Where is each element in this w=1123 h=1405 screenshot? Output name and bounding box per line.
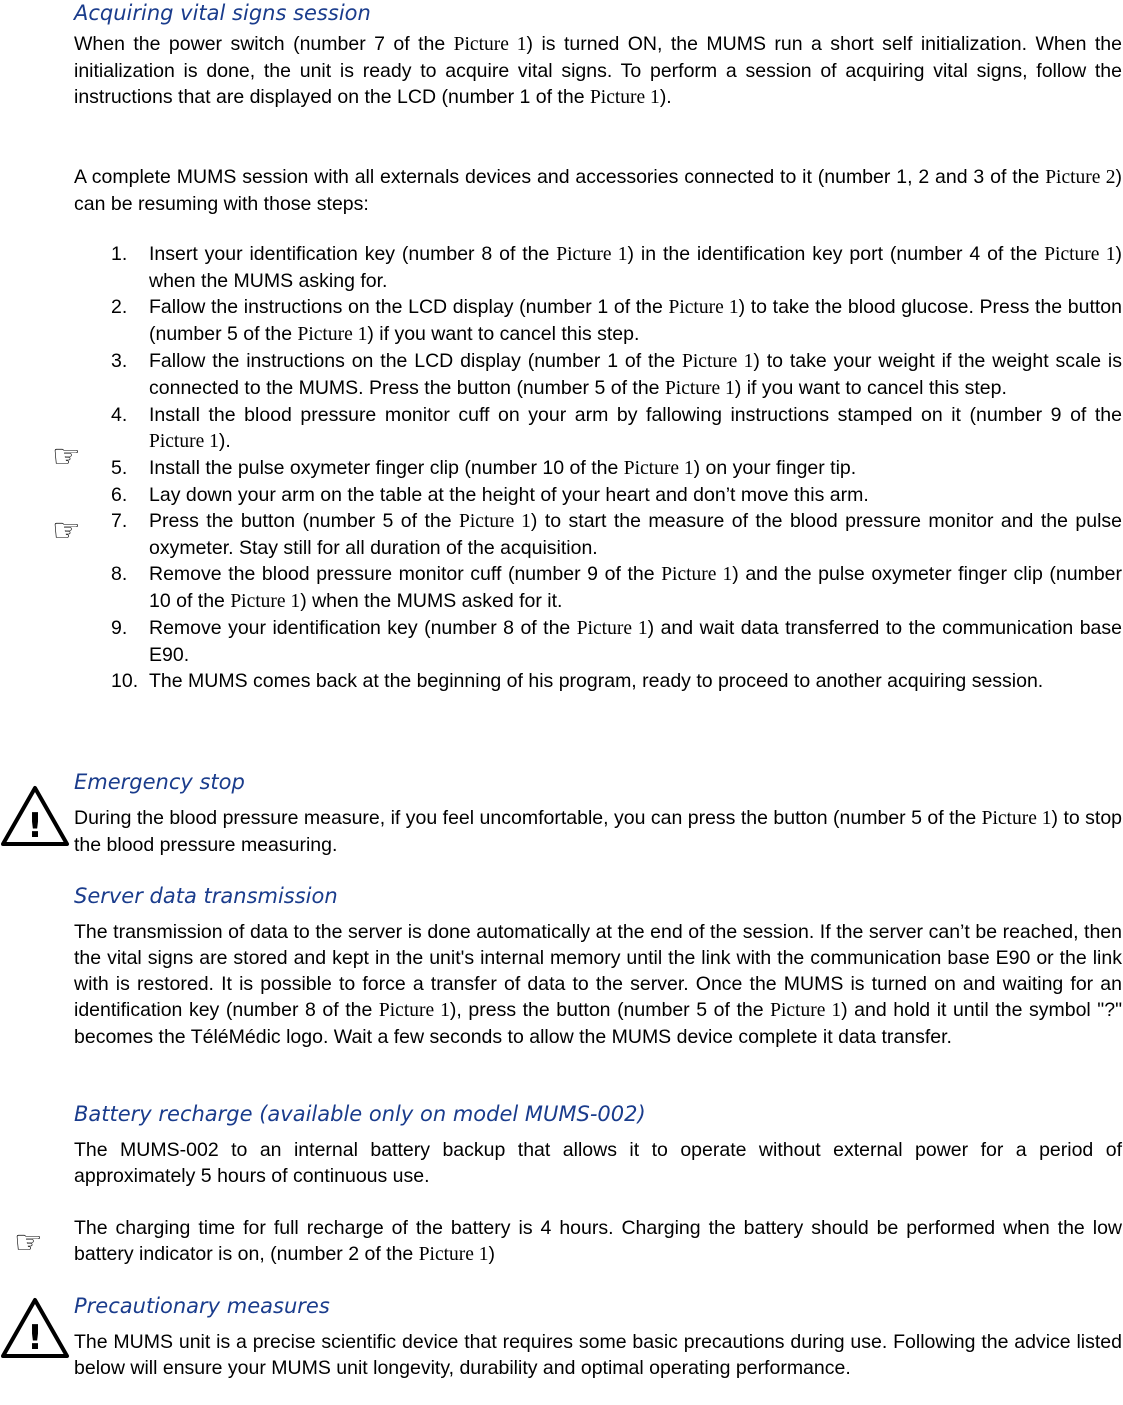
emergency-paragraph [74,805,1122,858]
picture-reference: Picture 1 [589,87,660,108]
step-number: 8. [111,563,128,585]
text-run: ) if you want to cancel this step. [367,323,640,345]
pointing-hand-icon: ☞ [52,437,81,475]
step-number: 9. [111,617,128,639]
heading-server: Server data transmission [74,884,338,908]
text-run: ) when the MUMS asking for. [149,243,1122,292]
text-run: Lay down your arm on the table at the height of your heart and don’t move this arm. [149,484,869,506]
step-number: 3. [111,350,128,372]
text-run: The transmission of data to the server is done automatically at the end of the session. If the server can’t be reached, then the vital signs are stored and kept in the unit's internal memory until the link with the communication base E90 or the link with is restored. It is possible to force a transfer of data to the server. Once the MUMS is turned on and waiting for an identification key (number 8 of the [74,921,1122,1021]
text-run: ) to stop the blood pressure measuring. [74,807,1123,856]
text-run: Fallow the instructions on the LCD display (number 1 of the [149,296,669,318]
picture-reference: Picture 1 [297,324,368,345]
text-run: ) and hold it until the symbol "?" becomes the TéléMédic logo. Wait a few seconds to allow the MUMS device complete it data transfer. [74,999,1122,1048]
text-run: ) to start the measure of the blood pressure monitor and the pulse oxymeter. Stay still for all duration of the acquisition. [149,510,1122,559]
picture-reference: Picture 1 [664,378,735,399]
picture-reference: Picture 1 [453,34,527,55]
picture-reference: Picture 1 [623,458,694,479]
step-item [74,668,1122,694]
acquiring-paragraph-1 [74,31,1122,111]
picture-reference: Picture 1 [459,511,531,532]
picture-reference: Picture 1 [556,244,628,265]
pointing-hand-icon: ☞ [14,1223,43,1261]
text-run: When the power switch (number 7 of the [74,33,454,55]
heading-emergency: Emergency stop [74,770,245,794]
text-run: ) is turned ON, the MUMS run a short self initialization. When the initialization is done, the unit is ready to acquire vital signs. To perform a session of acquiring vital signs, follow the instructions that are displayed on the LCD (number 1 of the [74,33,1122,108]
text-run: A complete MUMS session with all externals devices and accessories connected to it (number 1, 2 and 3 of the [74,166,1046,188]
precaution-paragraph [74,1329,1122,1381]
text-run: The MUMS-002 to an internal battery backup that allows it to operate without external power for a period of approximately 5 hours of continuous use. [74,1139,1122,1187]
text-run: ). [659,86,672,108]
text-run: Fallow the instructions on the LCD display (number 1 of the [149,350,683,372]
svg-text:!: ! [27,1318,43,1358]
picture-reference: Picture 1 [661,564,733,585]
step-number: 5. [111,457,128,479]
picture-reference: Picture 1 [682,351,754,372]
step-number: 10. [111,670,139,692]
step-item [74,615,1122,668]
text-run: Install the pulse oxymeter finger clip (number 10 of the [149,457,624,479]
heading-battery: Battery recharge (available only on model MUMS-002) [74,1102,646,1126]
picture-reference: Picture 1 [378,1000,450,1021]
text-run: The MUMS unit is a precise scientific device that requires some basic precautions during use. Following the advice listed below will ensure your MUMS unit longevity, durability and optimal operating performance. [74,1331,1122,1379]
picture-reference: Picture 1 [1044,244,1116,265]
step-item [74,348,1122,402]
picture-reference: Picture 1 [668,297,739,318]
text-run: ). [218,430,231,452]
text-run: ), press the button (number 5 of the [449,999,771,1021]
step-number: 2. [111,296,128,318]
text-run: Remove your identification key (number 8 of the [149,617,577,639]
step-item [74,402,1122,455]
step-item [74,455,1122,482]
text-run: ) in the identification key port (number 4 of the [627,243,1045,265]
picture-reference: Picture 1 [770,1000,842,1021]
battery-paragraph-1 [74,1137,1122,1189]
text-run: Press the button (number 5 of the [149,510,460,532]
picture-reference: Picture 1 [418,1244,489,1265]
text-run: The charging time for full recharge of the battery is 4 hours. Charging the battery should be performed when the low battery indicator is on, (number 2 of the [74,1217,1122,1265]
warning-icon [0,1297,70,1359]
step-item [74,508,1122,561]
battery-paragraph-2 [74,1215,1122,1268]
step-item [74,294,1122,348]
step-number: 7. [111,510,128,532]
picture-reference: Picture 1 [981,808,1052,829]
picture-reference: Picture 1 [576,618,648,639]
text-run: ) and the pulse oxymeter finger clip (number 10 of the [149,563,1122,612]
text-run: ) to take your weight if the weight scale is connected to the MUMS. Press the button (number 5 of the [149,350,1122,399]
svg-text:!: ! [27,806,43,846]
text-run: ) when the MUMS asked for it. [300,590,563,612]
text-run: Insert your identification key (number 8 of the [149,243,557,265]
text-run: During the blood pressure measure, if you feel uncomfortable, you can press the button (number 5 of the [74,807,982,829]
step-number: 1. [111,243,128,265]
step-item [74,241,1122,294]
step-item [74,482,1122,508]
text-run: ) if you want to cancel this step. [734,377,1007,399]
text-run: ) [488,1243,496,1265]
steps-list [74,241,1122,694]
server-paragraph [74,919,1122,1050]
text-run: The MUMS comes back at the beginning of his program, ready to proceed to another acquiring session. [149,670,1044,692]
acquiring-paragraph-2 [74,164,1122,217]
text-run: ) can be resuming with those steps: [74,166,1122,215]
picture-reference: Picture 1 [230,591,301,612]
step-item [74,561,1122,615]
step-number: 6. [111,484,128,506]
heading-precaution: Precautionary measures [74,1294,330,1318]
text-run: ) and wait data transferred to the communication base E90. [149,617,1122,666]
pointing-hand-icon: ☞ [52,511,81,549]
picture-reference: Picture 1 [149,431,219,452]
step-number: 4. [111,404,128,426]
text-run: Install the blood pressure monitor cuff on your arm by fallowing instructions stamped on it (number 9 of the [149,404,1122,426]
text-run: Remove the blood pressure monitor cuff (number 9 of the [149,563,662,585]
picture-reference: Picture 2 [1045,167,1116,188]
heading-acquiring: Acquiring vital signs session [74,1,371,25]
text-run: ) to take the blood glucose. Press the button (number 5 of the [149,296,1123,345]
text-run: ) on your finger tip. [693,457,857,479]
warning-icon [0,785,70,847]
